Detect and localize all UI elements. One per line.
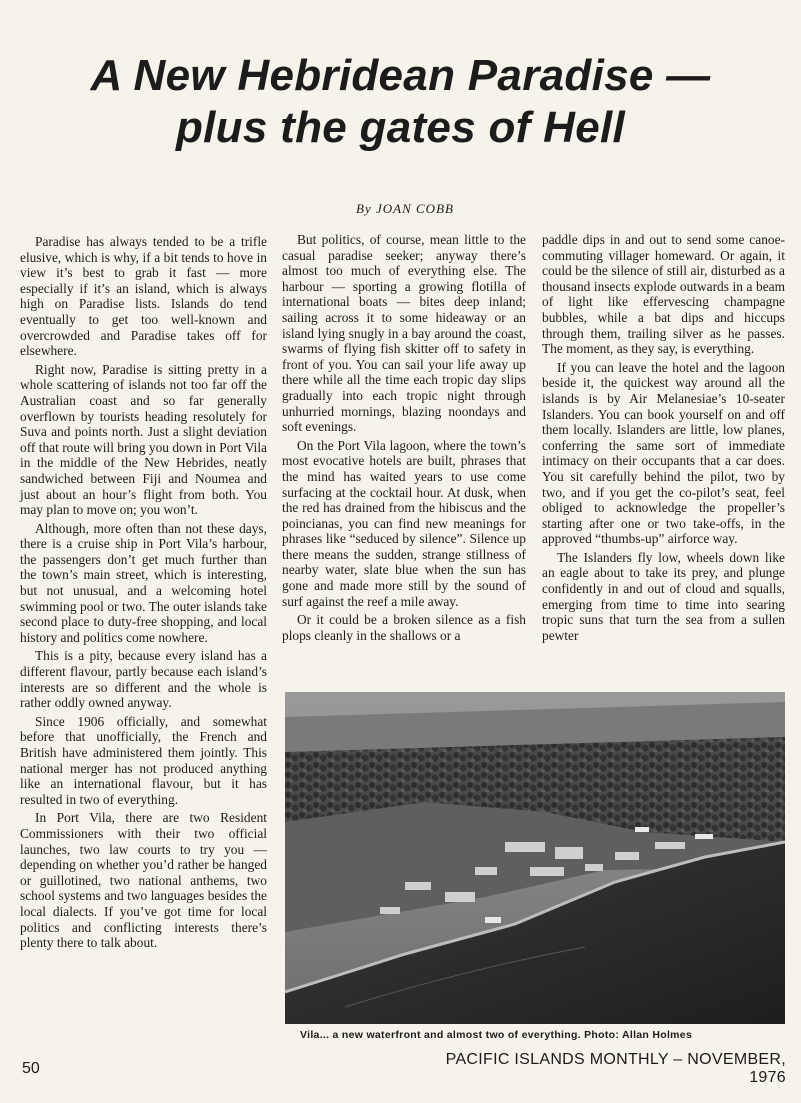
headline-line-1: A New Hebridean Paradise — — [90, 51, 711, 100]
byline: By JOAN COBB — [356, 201, 454, 216]
paragraph: This is a pity, because every island has a different flavour, partly because each island’s interests are so different and the whole is rather oddly owned anyway. — [20, 648, 267, 711]
paragraph: Paradise has always tended to be a trifle elusive, which is why, if a bit tends to hove in view it’s best to grab it fast — more especially if it’s an island, which is always high on Paradise lists. Islands do tend eventually to get too well-known and overcrowded and Paradise takes off for elsewhere. — [20, 234, 267, 359]
paragraph: On the Port Vila lagoon, where the town’s most evocative hotels are built, phrases that the mind has waited years to use come surfacing at the cocktail hour. At dusk, when the red has drained from the hibiscus and the poincianas, you can find new meanings for phrases like “seduced by silence”. Silence up there means the sudden, strange stillness of nearby water, slate blue when the sun has gone and made more still by the sound of surf against the reef a mile away. — [282, 437, 526, 609]
photo-caption: Vila... a new waterfront and almost two of everything. Photo: Allan Holmes — [300, 1029, 693, 1041]
paragraph: The Islanders fly low, wheels down like an eagle about to take its prey, and plunge confidently in and out of cloud and squalls, emerging from time to time into searing tropic suns that turn the sea from a sullen pewter — [542, 549, 785, 643]
paragraph: If you can leave the hotel and the lagoon beside it, the quickest way around all the islands is by Air Melanesiae’s 10-seater Islanders. You can book yourself on and off them locally. Islanders are little, low planes, conferring the same sort of immediate intimacy on their occupants that a car does. You sit carefully behind the pilot, two by two, and if you get the co-pilot’s seat, feel obliged to acknowledge the propeller’s starting after one or two take-offs, in the approved “thumbs-up” airforce way. — [542, 359, 785, 547]
aerial-photo-port-vila — [285, 692, 785, 1024]
article-headline — [20, 50, 781, 154]
article-column-2 — [282, 232, 526, 646]
page-number: 50 — [22, 1060, 40, 1077]
paragraph: Since 1906 officially, and somewhat before that unofficially, the French and British have administered them jointly. This national merger has not produced anything like an international flavour, but it has resulted in two of everything. — [20, 713, 267, 807]
paragraph: In Port Vila, there are two Resident Commissioners with their two official launches, two law courts to try you — depending on whether you’d rather be hanged or guillotined, two national anthems, two school systems and two languages besides the local dialects. If you’ve got time for local politics and conflicting interests there’s plenty there to talk about. — [20, 810, 267, 951]
publication-footer: PACIFIC ISLANDS MONTHLY – NOVEMBER, 1976 — [445, 1051, 786, 1086]
paragraph: Or it could be a broken silence as a fish plops cleanly in the shallows or a — [282, 612, 526, 643]
article-column-3 — [542, 232, 785, 646]
paragraph: Right now, Paradise is sitting pretty in a whole scattering of islands not too far off the Australian coast and so far generally overflown by tourists heading resolutely for Suva and points north. Just a slight deviation off that route will bring you down in Port Vila in the middle of the New Hebrides, neatly sandwiched between Fiji and Noumea and just about an hour’s flight from both. You may plan to move on; you won’t. — [20, 361, 267, 518]
headline-line-2: plus the gates of Hell — [175, 103, 626, 152]
paragraph: paddle dips in and out to send some canoe-commuting villager homeward. Or again, it could be the silence of still air, disturbed as a thousand insects explode outwards in a beam of light like effervescing champagne bubbles, while a bat dips and hiccups through them, trailing silver as he passes. The moment, as they say, is everything. — [542, 232, 785, 357]
paragraph: But politics, of course, mean little to the casual paradise seeker; anyway there’s almost too much of everything else. The harbour — sporting a growing flotilla of international boats — bites deep inland; sailing across it to some hideaway or an island lying snugly in a bay around the coast, swarms of flying fish skitter off to safety in front of you. You can sail your life away up there while all the time each tropic day slips gradually into each tropic night through unhurried mornings, blazing noondays and soft evenings. — [282, 232, 526, 435]
article-column-1 — [20, 234, 267, 954]
paragraph: Although, more often than not these days, there is a cruise ship in Port Vila’s harbour, the passengers don’t get much further than the town’s main street, which is interesting, but not unusual, and a welcoming hotel swimming pool or two. The outer islands take second place to duty-free shopping, and local history and politics come nowhere. — [20, 520, 267, 645]
